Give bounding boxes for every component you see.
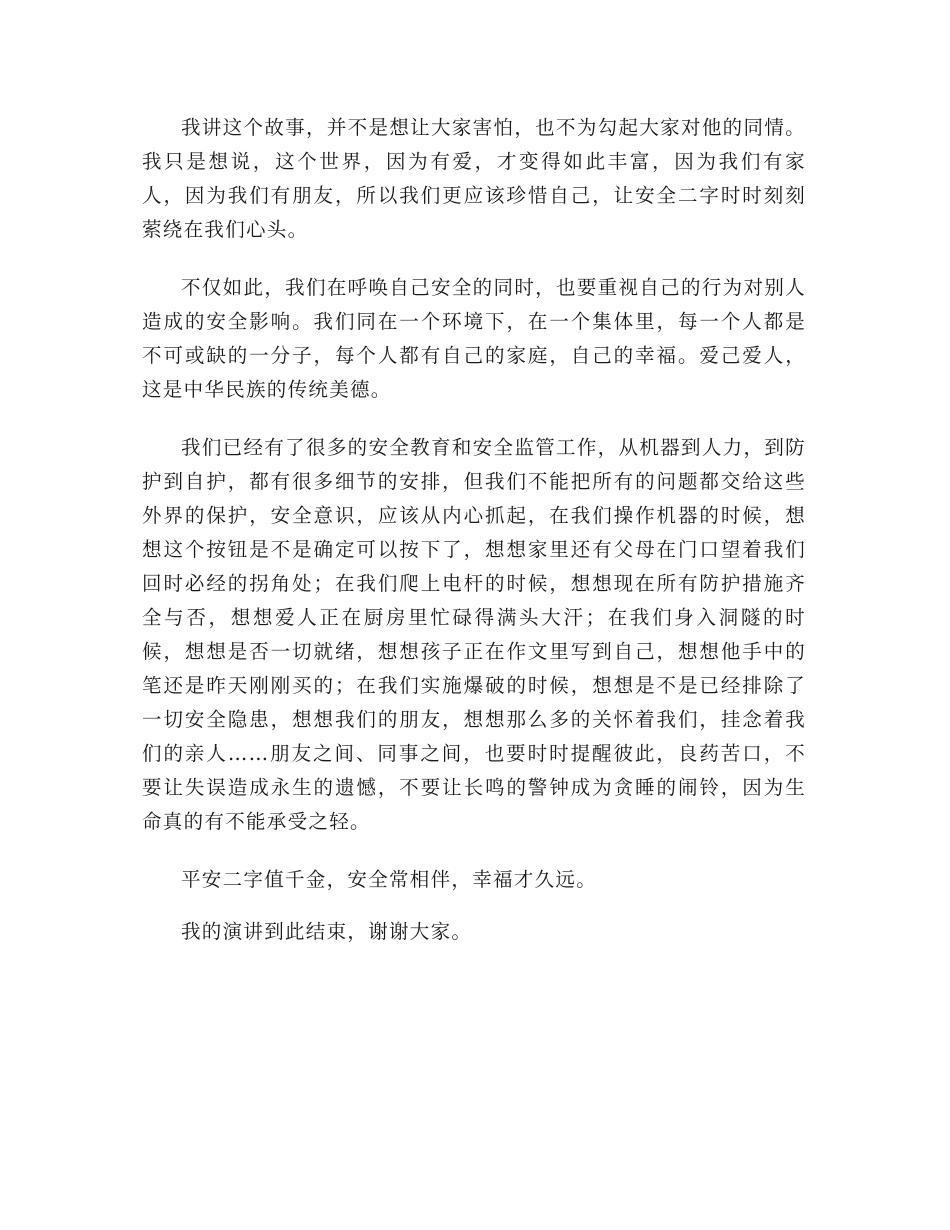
paragraph-3: 我们已经有了很多的安全教育和安全监管工作，从机器到人力，到防护到自护，都有很多细节的安排，但我们不能把所有的问题都交给这些外界的保护，安全意识，应该从内心抓起，在我们操作机器的时候，想想这个按钮是不是确定可以按下了，想想家里还有父母在门口望着我们回时必经的拐角处；在我们爬上电杆的时候，想想现在所有防护措施齐全与否，想想爱人正在厨房里忙碌得满头大汗；在我们身入洞隧的时候，想想是否一切就绪，想想孩子正在作文里写到自己，想想他手中的笔还是昨天刚刚买的；在我们实施爆破的时候，想想是不是已经排除了一切安全隐患，想想我们的朋友，想想那么多的关怀着我们，挂念着我们的亲人……朋友之间、同事之间，也要时时提醒彼此，良药苦口，不要让失误造成永生的遗憾，不要让长鸣的警钟成为贪睡的闹铃，因为生命真的有不能承受之轻。 xyxy=(142,436,806,833)
paragraph-2: 不仅如此，我们在呼唤自己安全的同时，也要重视自己的行为对别人造成的安全影响。我们同在一个环境下，在一个集体里，每一个人都是不可或缺的一分子，每个人都有自己的家庭，自己的幸福。爱己爱人，这是中华民族的传统美德。 xyxy=(142,276,806,401)
paragraph-4: 平安二字值千金，安全常相伴，幸福才久远。 xyxy=(181,868,598,891)
paragraph-1: 我讲这个故事，并不是想让大家害怕，也不为勾起大家对他的同情。我只是想说，这个世界，因为有爱，才变得如此丰富，因为我们有家人，因为我们有朋友，所以我们更应该珍惜自己，让安全二字时时刻刻萦绕在我们心头。 xyxy=(142,116,806,241)
paragraph-5: 我的演讲到此结束，谢谢大家。 xyxy=(181,920,473,943)
speech-body xyxy=(142,111,806,949)
